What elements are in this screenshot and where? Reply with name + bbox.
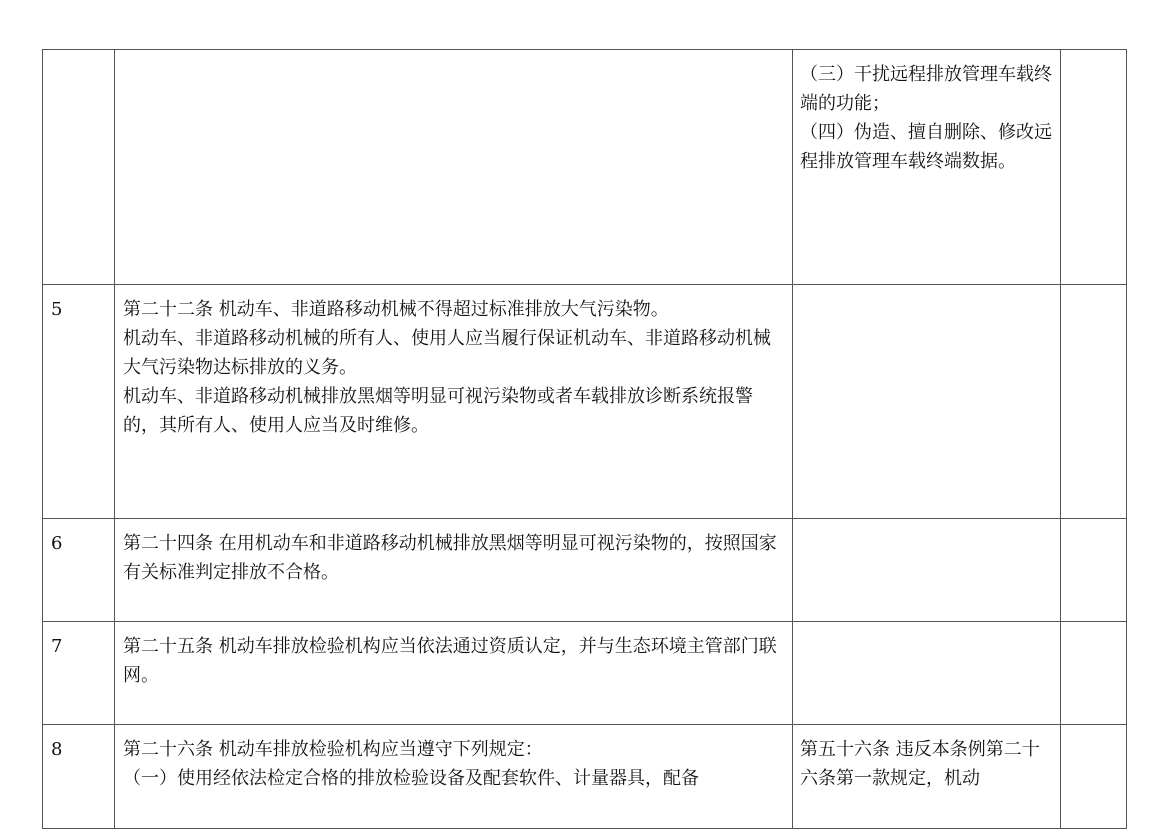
penalty-cell <box>793 622 1061 725</box>
provision-paragraph: 机动车、非道路移动机械的所有人、使用人应当履行保证机动车、非道路移动机械大气污染物达标排放的义务。 <box>123 328 771 378</box>
penalty-cell <box>793 519 1061 622</box>
row-number: 8 <box>43 725 115 829</box>
penalty-cell <box>793 285 1061 519</box>
penalty-paragraph: （四）伪造、擅自删除、修改远程排放管理车载终端数据。 <box>800 122 1052 172</box>
table-row <box>43 285 1127 519</box>
penalty-paragraph: （三）干扰远程排放管理车载终端的功能； <box>800 64 1052 114</box>
table-row <box>43 50 1127 285</box>
provision-paragraph: 第二十二条 机动车、非道路移动机械不得超过标准排放大气污染物。 <box>123 299 669 320</box>
penalty-paragraph: 第五十六条 违反本条例第二十六条第一款规定，机动 <box>800 739 1040 789</box>
row-number: 6 <box>43 519 115 622</box>
row-number: 5 <box>43 285 115 519</box>
provision-paragraph: 第二十四条 在用机动车和非道路移动机械排放黑烟等明显可视污染物的，按照国家有关标准判定排放不合格。 <box>123 533 777 583</box>
table-row <box>43 622 1127 725</box>
note-cell <box>1061 285 1127 519</box>
note-cell <box>1061 50 1127 285</box>
row-number: 7 <box>43 622 115 725</box>
provision-cell <box>115 622 793 725</box>
note-cell <box>1061 519 1127 622</box>
table-row <box>43 519 1127 622</box>
penalty-cell <box>793 50 1061 285</box>
penalty-cell <box>793 725 1061 829</box>
row-number <box>43 50 115 285</box>
note-cell <box>1061 622 1127 725</box>
provision-cell <box>115 50 793 285</box>
provision-paragraph: 第二十六条 机动车排放检验机构应当遵守下列规定： <box>123 739 543 760</box>
provision-paragraph: 第二十五条 机动车排放检验机构应当依法通过资质认定，并与生态环境主管部门联网。 <box>123 636 777 686</box>
provision-paragraph: （一）使用经依法检定合格的排放检验设备及配套软件、计量器具，配备 <box>123 768 699 789</box>
note-cell <box>1061 725 1127 829</box>
provision-paragraph: 机动车、非道路移动机械排放黑烟等明显可视污染物或者车载排放诊断系统报警的，其所有人、使用人应当及时维修。 <box>123 386 753 436</box>
table-row <box>43 725 1127 829</box>
regulation-table <box>42 49 1127 829</box>
provision-cell <box>115 285 793 519</box>
provision-cell <box>115 725 793 829</box>
provision-cell <box>115 519 793 622</box>
